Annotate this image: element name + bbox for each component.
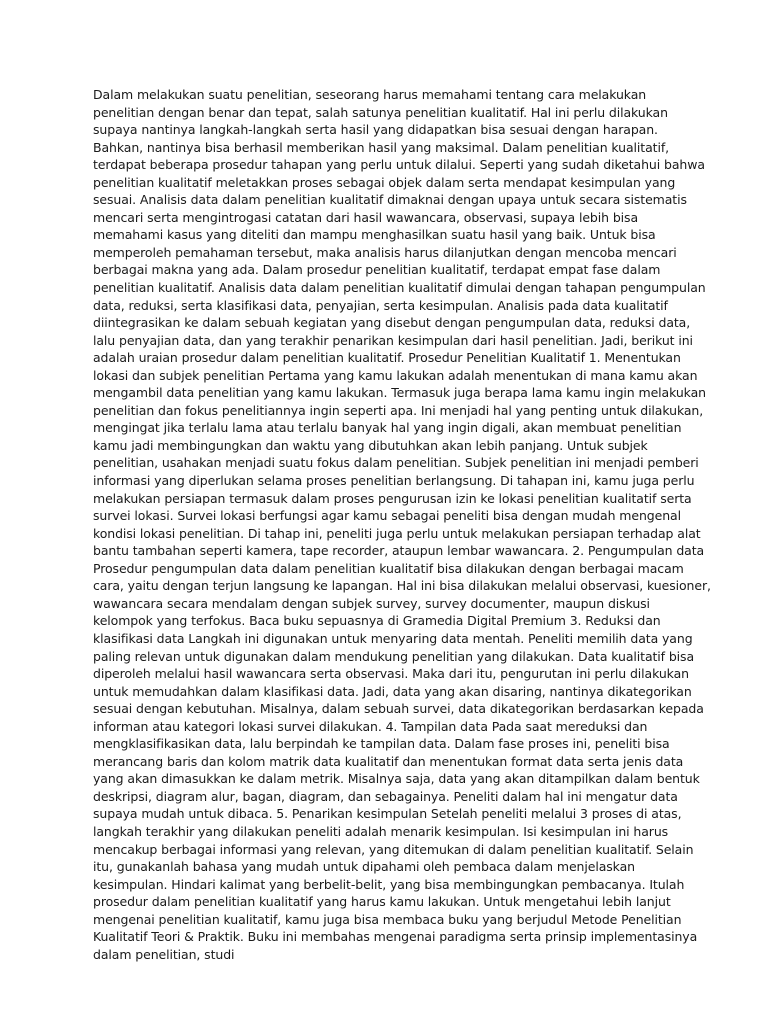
document-page <box>93 86 711 963</box>
body-paragraph: Dalam melakukan suatu penelitian, seseorang harus memahami tentang cara melakukan penelitian dengan benar dan tepat, salah satunya penelitian kualitatif. Hal ini perlu dilakukan supaya nantinya langkah-langkah serta hasil yang didapatkan bisa sesuai dengan harapan. Bahkan, nantinya bisa berhasil memberikan hasil yang maksimal. Dalam penelitian kualitatif, terdapat beberapa prosedur tahapan yang perlu untuk dilalui. Seperti yang sudah diketahui bahwa penelitian kualitatif meletakkan proses sebagai objek dalam serta mendapat kesimpulan yang sesuai. Analisis data dalam penelitian kualitatif dimaknai dengan upaya untuk secara sistematis mencari serta mengintrogasi catatan dari hasil wawancara, observasi, supaya lebih bisa memahami kasus yang diteliti dan mampu menghasilkan suatu hasil yang baik. Untuk bisa memperoleh pemahaman tersebut, maka analisis harus dilanjutkan dengan mencoba mencari berbagai makna yang ada. Dalam prosedur penelitian kualitatif, terdapat empat fase dalam penelitian kualitatif. Analisis data dalam penelitian kualitatif dimulai dengan tahapan pengumpulan data, reduksi, serta klasifikasi data, penyajian, serta kesimpulan. Analisis pada data kualitatif diintegrasikan ke dalam sebuah kegiatan yang disebut dengan pengumpulan data, reduksi data, lalu penyajian data, dan yang terakhir penarikan kesimpulan dari hasil penelitian. Jadi, berikut ini adalah uraian prosedur dalam penelitian kualitatif. Prosedur Penelitian Kualitatif 1. Menentukan lokasi dan subjek penelitian Pertama yang kamu lakukan adalah menentukan di mana kamu akan mengambil data penelitian yang kamu lakukan. Termasuk juga berapa lama kamu ingin melakukan penelitian dan fokus penelitiannya ingin seperti apa. Ini menjadi hal yang penting untuk dilakukan, mengingat jika terlalu lama atau terlalu banyak hal yang ingin digali, akan membuat penelitian kamu jadi membingungkan dan waktu yang dibutuhkan akan lebih panjang. Untuk subjek penelitian, usahakan menjadi suatu fokus dalam penelitian. Subjek penelitian ini menjadi pemberi informasi yang diperlukan selama proses penelitian berlangsung. Di tahapan ini, kamu juga perlu melakukan persiapan termasuk dalam proses pengurusan izin ke lokasi penelitian kualitatif serta survei lokasi. Survei lokasi berfungsi agar kamu sebagai peneliti bisa dengan mudah mengenal kondisi lokasi penelitian. Di tahap ini, peneliti juga perlu untuk melakukan persiapan terhadap alat bantu tambahan seperti kamera, tape recorder, ataupun lembar wawancara. 2. Pengumpulan data Prosedur pengumpulan data dalam penelitian kualitatif bisa dilakukan dengan berbagai macam cara, yaitu dengan terjun langsung ke lapangan. Hal ini bisa dilakukan melalui observasi, kuesioner, wawancara secara mendalam dengan subjek survey, survey documenter, maupun diskusi kelompok yang terfokus. Baca buku sepuasnya di Gramedia Digital Premium 3. Reduksi dan klasifikasi data Langkah ini digunakan untuk menyaring data mentah. Peneliti memilih data yang paling relevan untuk digunakan dalam mendukung penelitian yang dilakukan. Data kualitatif bisa diperoleh melalui hasil wawancara serta observasi. Maka dari itu, pengurutan ini perlu dilakukan untuk memudahkan dalam klasifikasi data. Jadi, data yang akan disaring, nantinya dikategorikan sesuai dengan kebutuhan. Misalnya, dalam sebuah survei, data dikategorikan berdasarkan kepada informan atau kategori lokasi survei dilakukan. 4. Tampilan data Pada saat mereduksi dan mengklasifikasikan data, lalu berpindah ke tampilan data. Dalam fase proses ini, peneliti bisa merancang baris dan kolom matrik data kualitatif dan menentukan format data serta jenis data yang akan dimasukkan ke dalam metrik. Misalnya saja, data yang akan ditampilkan dalam bentuk deskripsi, diagram alur, bagan, diagram, dan sebagainya. Peneliti dalam hal ini mengatur data supaya mudah untuk dibaca. 5. Penarikan kesimpulan Setelah peneliti melalui 3 proses di atas, langkah terakhir yang dilakukan peneliti adalah menarik kesimpulan. Isi kesimpulan ini harus mencakup berbagai informasi yang relevan, yang ditemukan di dalam penelitian kualitatif. Selain itu, gunakanlah bahasa yang mudah untuk dipahami oleh pembaca dalam menjelaskan kesimpulan. Hindari kalimat yang berbelit-belit, yang bisa membingungkan pembacanya. Itulah prosedur dalam penelitian kualitatif yang harus kamu lakukan. Untuk mengetahui lebih lanjut mengenai penelitian kualitatif, kamu juga bisa membaca buku yang berjudul Metode Penelitian Kualitatif Teori & Praktik. Buku ini membahas mengenai paradigma serta prinsip implementasinya dalam penelitian, studi <box>93 87 711 962</box>
